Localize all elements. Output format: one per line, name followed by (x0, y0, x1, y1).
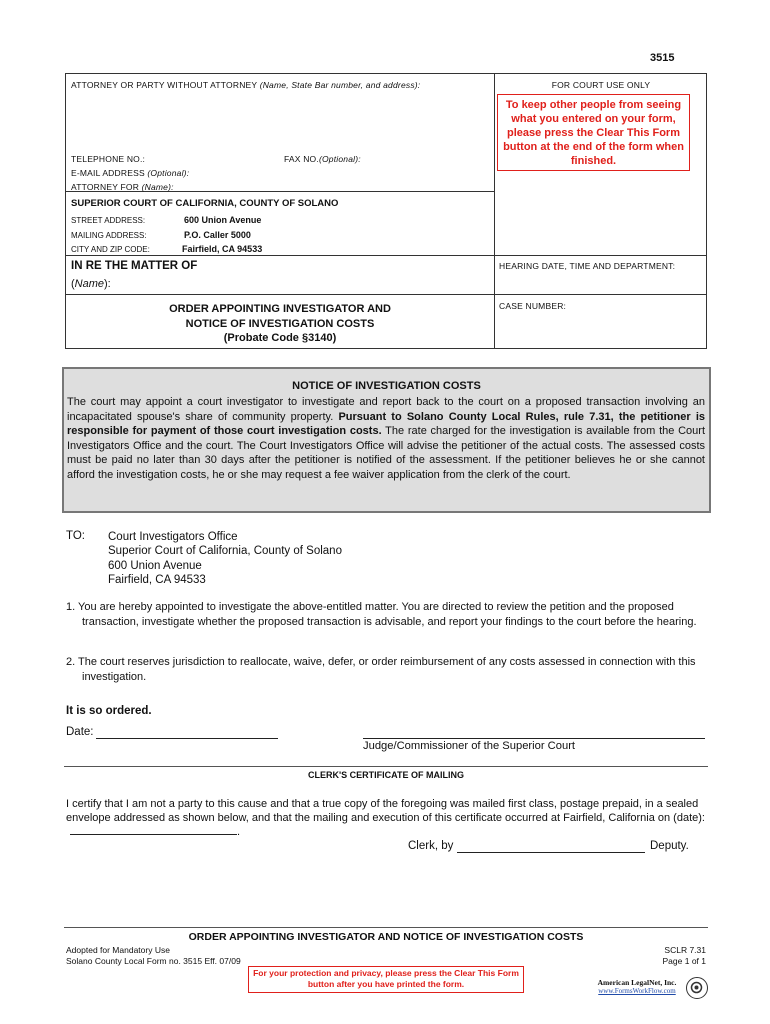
clerk-divider (64, 766, 708, 767)
footer-adopted: Adopted for Mandatory Use Solano County Local Form no. 3515 Eff. 07/09 (66, 945, 241, 966)
attorney-label: ATTORNEY OR PARTY WITHOUT ATTORNEY (Name, State Bar number, and address): (71, 80, 421, 90)
telephone-label: TELEPHONE NO.: (71, 154, 146, 164)
to-address: Court Investigators Office Superior Court of California, County of Solano 600 Union Avenue Fairfield, CA 94533 (108, 531, 342, 587)
judge-signature-line[interactable] (363, 738, 705, 739)
mailing-label: MAILING ADDRESS: (71, 231, 147, 240)
order-item-2: 2. The court reserves jurisdiction to reallocate, waive, defer, or order reimbursement of any costs assessed in connection with this investigation. (66, 656, 696, 683)
order-item-1: 1. You are hereby appointed to investigate the above-entitled matter. You are directed to review the petition and the proposed transaction, investigate whether the proposed transaction is advisable, and report your findings to the court before the hearing. (66, 601, 697, 628)
matter-name-label: (Name): (71, 278, 111, 290)
footer-title: ORDER APPOINTING INVESTIGATOR AND NOTICE OF INVESTIGATION COSTS (188, 931, 584, 943)
hearing-label: HEARING DATE, TIME AND DEPARTMENT: (499, 261, 676, 271)
mailing-date-line[interactable] (70, 825, 237, 835)
mailing-value: P.O. Caller 5000 (184, 230, 251, 240)
city-label: CITY AND ZIP CODE: (71, 245, 150, 254)
clear-notice: To keep other people from seeing what you entered on your form, please press the Clear This Form button at the end of the form when finished. (503, 99, 684, 167)
clear-form-button-label: For your protection and privacy, please press the Clear This Form button after you have printed the form. (253, 968, 519, 989)
court-use-label: FOR COURT USE ONLY (551, 80, 651, 90)
email-label: E-MAIL ADDRESS (Optional): (71, 168, 190, 178)
case-number-label: CASE NUMBER: (499, 301, 567, 311)
city-value: Fairfield, CA 94533 (182, 244, 263, 254)
notice-text: The court may appoint a court investigator to investigate and report back to the court on a proposed transaction involving an incapacitated spouse's share of community property. Pursuant to Solano County Local Rules, rule 7.31, the petitioner is responsible for payment of those court investigation costs. The rate charged for the investigation is available from the Court Investigators Office and the court. The Court Investigators Office will advise the petitioner of the actual costs. The assessed costs must be paid no later than 30 days after the petitioner is notified of the assessment. If the petitioner believes he or she cannot afford the investigation costs, he or she may request a fee waiver application from the clerk of the court. (67, 396, 705, 481)
notice-heading: NOTICE OF INVESTIGATION COSTS (292, 380, 481, 392)
street-label: STREET ADDRESS: (71, 216, 146, 225)
clerk-heading: CLERK'S CERTIFICATE OF MAILING (308, 770, 464, 780)
caption-box (65, 73, 707, 349)
notice-box (62, 367, 711, 513)
footer-divider (64, 927, 708, 928)
publisher-link[interactable]: www.FormsWorkFlow.com (598, 987, 676, 995)
fax-label: FAX NO.(Optional): (284, 154, 361, 164)
form-number: 3515 (650, 52, 675, 64)
clerk-text: I certify that I am not a party to this cause and that a true copy of the foregoing was mailed first class, postage prepaid, in a sealed envelope addressed as shown below, and that the mailing and execution of this certificate occurred at Fairfield, California on (date):. (66, 798, 705, 839)
clear-form-button[interactable] (248, 966, 524, 993)
publisher-logo-text: American LegalNet, Inc. www.FormsWorkFlow.com (590, 978, 684, 996)
clear-notice-box (497, 94, 690, 171)
attorney-for-label: ATTORNEY FOR (Name): (71, 182, 174, 192)
date-label: Date: (66, 726, 94, 738)
date-line[interactable] (96, 738, 278, 739)
judge-label: Judge/Commissioner of the Superior Court (363, 740, 576, 752)
street-value: 600 Union Avenue (184, 215, 262, 225)
form-title: ORDER APPOINTING INVESTIGATOR AND NOTICE OF INVESTIGATION COSTS (Probate Code §3140) (169, 303, 391, 344)
so-ordered: It is so ordered. (66, 705, 152, 717)
to-label: TO: (66, 530, 85, 542)
clerk-signature-line[interactable] (457, 852, 645, 853)
footer-rule: SCLR 7.31 Page 1 of 1 (662, 945, 706, 966)
court-name: SUPERIOR COURT OF CALIFORNIA, COUNTY OF SOLANO (71, 198, 339, 209)
publisher-logo-icon (686, 977, 708, 999)
clerk-by-label: Clerk, by (408, 840, 454, 852)
deputy-label: Deputy. (650, 840, 689, 852)
matter-label: IN RE THE MATTER OF (71, 260, 198, 272)
